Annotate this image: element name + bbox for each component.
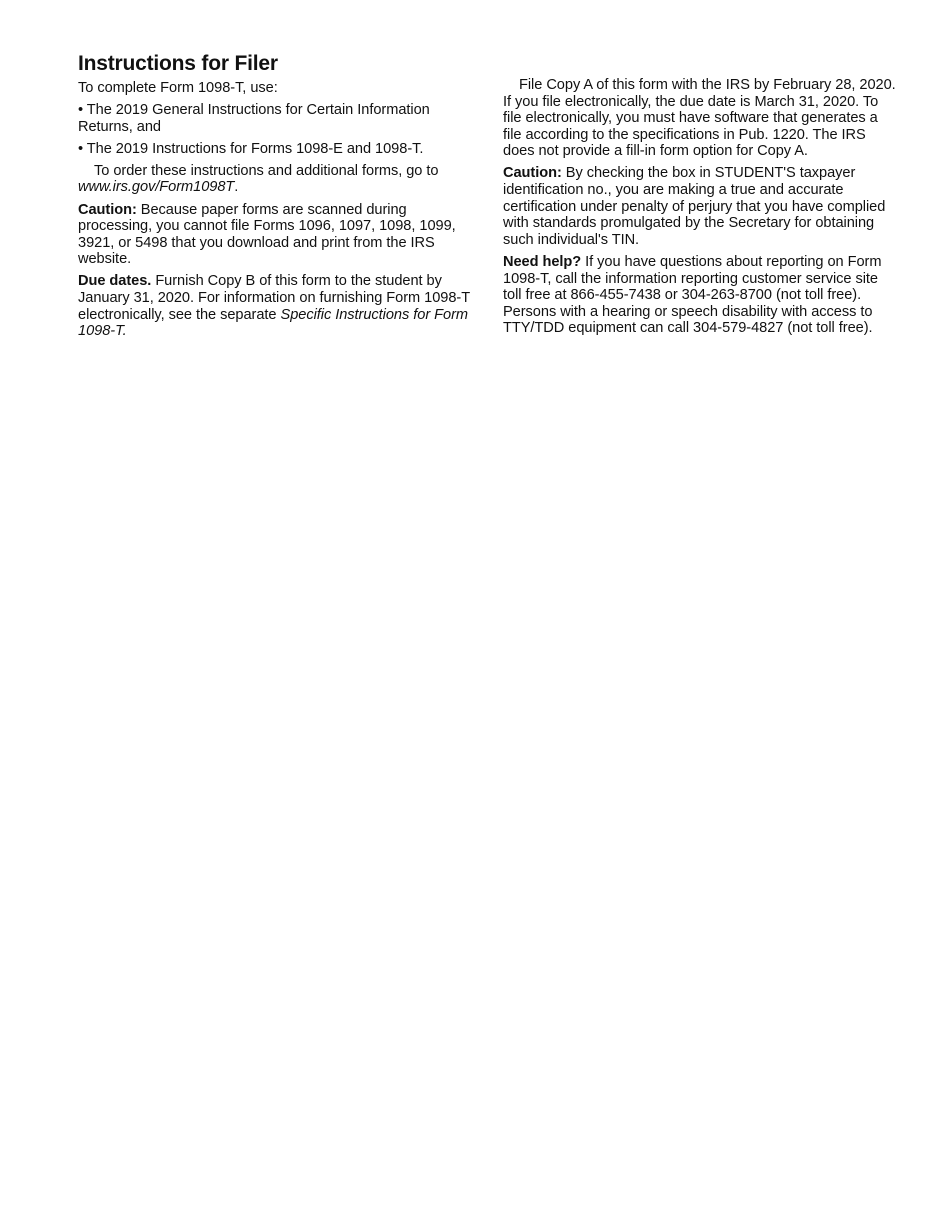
right-column (503, 77, 898, 342)
file-copy-a-paragraph: File Copy A of this form with the IRS by February 28, 2020. If you file electronically, the due date is March 31, 2020. To file electronically, you must have software that generates a file according to the specifications in Pub. 1220. The IRS does not provide a fill-in form option for Copy A. (503, 77, 896, 160)
due-dates-text: Furnish Copy B of this form to the student by January 31, 2020. For information on furnishing Form 1098-T electronically, see the separate (78, 273, 470, 323)
order-forms-text: To order these instructions and additional forms, go to (94, 162, 439, 179)
need-help-label: Need help? (503, 253, 582, 270)
caution-text: Because paper forms are scanned during processing, you cannot file Forms 1096, 1097, 1098, 1099, 3921, or 5498 that you download and print from the IRS website. (78, 201, 456, 268)
specific-instructions-reference: Specific Instructions for Form 1098-T. (78, 306, 468, 340)
page-title: Instructions for Filer (78, 52, 278, 75)
intro-text: To complete Form 1098-T, use: (78, 80, 278, 96)
need-help-paragraph (503, 254, 898, 337)
need-help-text: If you have questions about reporting on Form 1098-T, call the information reporting customer service site toll free at 866-455-7438 or 304-263-8700 (not toll free). Persons with a hearing or speech disability with access to TTY/TDD equipment can call 304-579-4827 (not toll free). (503, 253, 882, 337)
tin-caution-paragraph (503, 165, 898, 248)
caution-label: Caution: (78, 201, 137, 218)
due-dates-label: Due dates. (78, 273, 152, 290)
left-column (78, 80, 478, 345)
tin-caution-text: By checking the box in STUDENT'S taxpayer identification no., you are making a true and accurate certification under penalty of perjury that you have complied with standards promulgated by the Secretary for obtaining such individual's TIN. (503, 165, 886, 248)
irs-form-link[interactable]: www.irs.gov/Form1098T (78, 179, 235, 196)
due-dates-paragraph (78, 273, 478, 339)
bullet-general-instructions: • The 2019 General Instructions for Certain Information Returns, and (78, 102, 430, 135)
tin-caution-label: Caution: (503, 165, 562, 182)
order-forms-paragraph (78, 163, 478, 196)
order-forms-end: . (234, 179, 239, 196)
caution-paragraph (78, 202, 478, 268)
bullet-form-instructions: • The 2019 Instructions for Forms 1098-E and 1098-T. (78, 140, 424, 157)
